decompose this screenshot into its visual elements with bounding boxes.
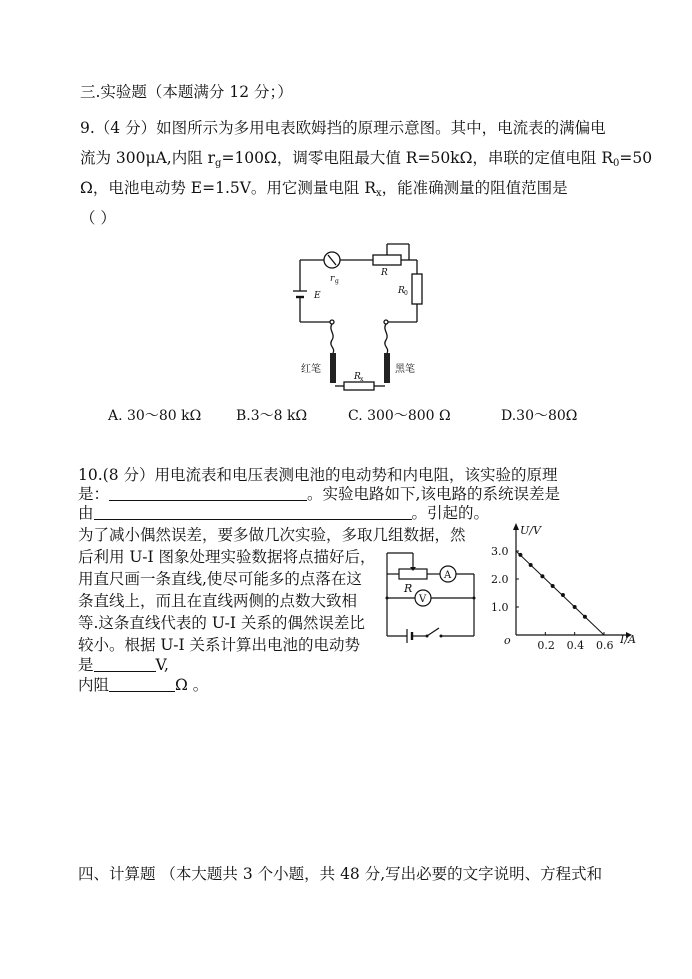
q10-body-6: 较小。根据 U-I 关系计算出电池的电动势	[78, 636, 361, 654]
y-axis-label: U/V	[520, 524, 541, 537]
q10-emf-blank-line: 是 V,	[78, 656, 169, 674]
label-red-pen: 红笔	[301, 364, 321, 375]
fit-line	[516, 551, 604, 635]
data-point	[561, 593, 565, 597]
x-tick-label: 0.2	[537, 639, 555, 652]
label-rg-sub: g	[335, 278, 339, 285]
y-axis-arrow	[513, 523, 519, 530]
q10-line1: 10.(8 分）用电流表和电压表测电池的电动势和内电阻，该实验的原理	[78, 466, 558, 484]
data-point	[529, 563, 533, 567]
section3-header: 三.实验题（本题满分 12 分；）	[80, 83, 293, 101]
q9-choice-c: C. 300～800 Ω	[348, 408, 451, 424]
measurement-circuit-diagram	[385, 548, 490, 648]
q9-line3: Ω，电池电动势 E=1.5V。用它测量电阻 $R_x$，能准确测量的阻值范围是	[80, 179, 568, 199]
label-Rx: R	[354, 372, 361, 382]
ohmmeter-circuit-diagram	[285, 236, 445, 396]
q9-choice-d: D.30～80Ω	[501, 408, 578, 424]
y-tick-label: 2.0	[491, 573, 509, 586]
section4-header: 四、计算题 （本大题共 3 个小题，共 48 分,写出必要的文字说明、方程式和	[78, 865, 603, 883]
label-R: R	[381, 268, 388, 278]
origin-label: o	[504, 634, 511, 647]
label-black-pen: 黑笔	[395, 364, 415, 375]
ui-graph	[486, 520, 646, 660]
q10-line3: 由 。引起的。	[78, 504, 490, 522]
resistor-R0	[412, 274, 422, 304]
y-tick-label: 3.0	[491, 545, 509, 558]
label-R0: R	[398, 286, 405, 296]
q10-r-blank-line: 内阻 Ω 。	[78, 676, 209, 694]
label-Rx-sub: x	[360, 376, 364, 383]
q10-body-1: 为了减小偶然误差，要多做几次实验，多取几组数据，然	[78, 526, 466, 544]
q9-line1: 9.（4 分）如图所示为多用电表欧姆挡的原理示意图。其中，电流表的满偏电	[80, 119, 606, 137]
q9-choice-a: A. 30～80 kΩ	[108, 408, 202, 424]
data-point	[551, 584, 555, 588]
q9-line2: 流为 300μA,内阻 $r_g=100\Omega$，调零电阻最大值 R=50kΩ，串联的定值电阻 $R_0=50$	[80, 149, 653, 169]
q10-body-3: 用直尺画一条直线,使尽可能多的点落在这	[78, 570, 362, 588]
black-probe-icon	[384, 353, 390, 383]
data-point	[540, 574, 544, 578]
data-point	[518, 553, 522, 557]
red-probe-icon	[330, 353, 336, 383]
label-rg: r	[330, 274, 335, 284]
q9-answer-brackets: （ ）	[80, 209, 116, 227]
label-voltmeter: V	[419, 594, 427, 605]
label-R0-sub: 0	[404, 290, 408, 297]
x-tick-label: 0.6	[596, 639, 614, 652]
x-axis-label: I/A	[620, 633, 636, 646]
q10-body-5: 等.这条直线代表的 U-I 关系的偶然误差比	[78, 614, 365, 632]
label-circuit-R: R	[404, 582, 413, 595]
q10-line2: 是： 。实验电路如下,该电路的系统误差是	[78, 485, 560, 503]
q10-body-4: 条直线上，而且在直线两侧的点数大致相	[78, 592, 358, 610]
label-ammeter: A	[444, 570, 452, 581]
q9-choice-b: B.3～8 kΩ	[236, 408, 308, 424]
y-tick-label: 1.0	[491, 601, 509, 614]
q10-body-2: 后利用 U-I 图象处理实验数据将点描好后，	[78, 548, 376, 566]
x-tick-label: 0.4	[566, 639, 585, 652]
data-point	[583, 615, 587, 619]
resistor-Rx	[344, 382, 374, 390]
label-E: E	[314, 291, 321, 301]
data-point	[573, 605, 577, 609]
rheostat-R	[373, 255, 401, 265]
